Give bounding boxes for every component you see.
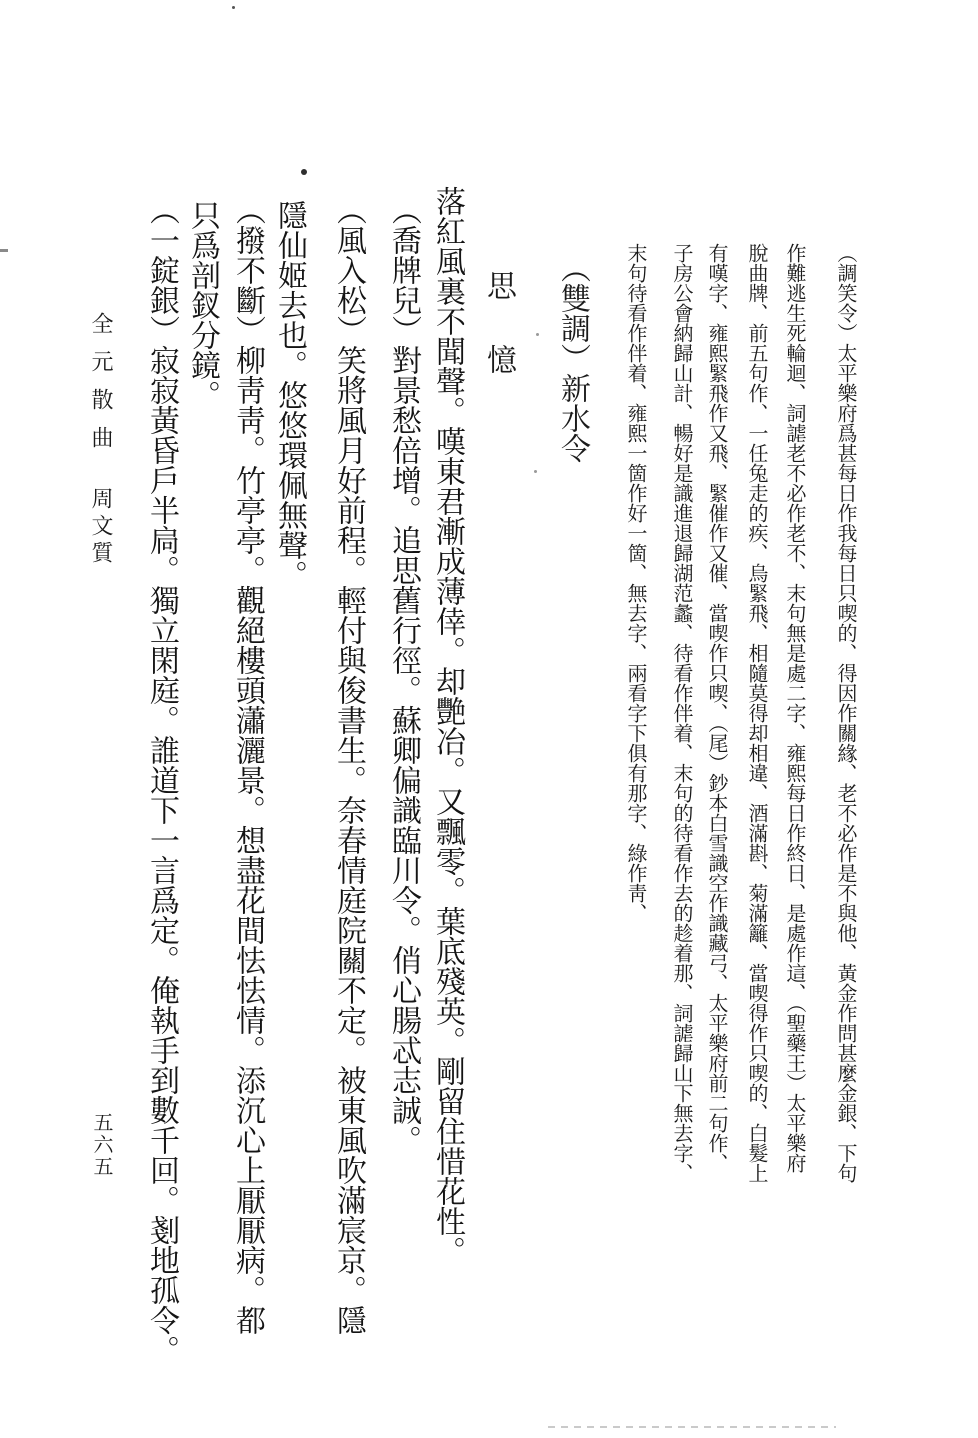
scan-speck: [536, 333, 539, 336]
annotation-column: （調笑令）太平樂府爲甚每日作我每日只喫的、得因作關緣、老不必作是不與他、黃金作問甚麼金銀、下句: [834, 243, 856, 1183]
scan-speck: [534, 470, 537, 473]
page-number: 五六五: [90, 1112, 112, 1178]
scan-bottom-line: [548, 1426, 836, 1428]
verse-column: （風入松）笑將風月好前程。輕付與俊書生。奈春情庭院關不定。被東風吹滿宸京。隱: [332, 195, 365, 1335]
book-title: 全元散曲: [89, 312, 114, 464]
section-header: （雙調）新水令: [556, 253, 589, 463]
scan-mark: [0, 249, 8, 252]
scan-speck: [232, 6, 235, 9]
verse-column: （一錠銀）寂寂黃昏戶半扃。獨立閑庭。誰道下一言爲定。俺執手到數千回。剗地孤令。: [145, 195, 178, 1365]
annotation-column: 子房公會納歸山計、暢好是識進退歸湖范蠡、待看作伴着、末句的待看作去的趁着那、詞謔歸山下無去字、: [670, 243, 692, 1183]
piece-title: 思憶: [482, 270, 515, 418]
author-name: 周文質: [89, 487, 114, 568]
annotation-column: 脫曲牌、前五句作、一任兔走的疾、烏緊飛、相隨莫得却相違、酒滿斟、菊滿籬、當喫得作只喫的、白髮上: [745, 243, 767, 1183]
annotation-column: 末句待看作伴着、雍熙一箇作好一箇、無去字、兩看字下俱有那字、綠作靑、: [624, 243, 646, 923]
annotation-column: 作難逃生死輪迴、詞謔老不必作老不、末句無是處二字、雍熙每日作終日、是處作這、（聖藥王）太平樂府: [783, 243, 805, 1173]
annotation-column: 有嘆字、雍熙緊飛作又飛、緊催作又催、當喫作只喫、（尾）鈔本白雪識空作識藏弓、太平樂府前二句作、: [705, 243, 727, 1173]
verse-column: 落紅風裏不聞聲。嘆東君漸成薄倖。却艷冶。又飄零。葉底殘英。剛留住惜花性。: [431, 186, 464, 1266]
verse-column: （喬牌兒）對景愁倍增。追思舊行徑。蘇卿偏識臨川令。俏心腸忒志誠。: [387, 195, 420, 1155]
verse-column: 只爲剖釵分鏡。: [186, 200, 219, 410]
scan-speck: [301, 169, 307, 175]
verse-column: （撥不斷）柳靑靑。竹亭亭。觀絕樓頭瀟灑景。想盡花間怯怯情。添沉心上厭厭病。都: [231, 195, 264, 1335]
verse-column: 隱仙姬去也。悠悠環佩無聲。: [273, 200, 306, 590]
